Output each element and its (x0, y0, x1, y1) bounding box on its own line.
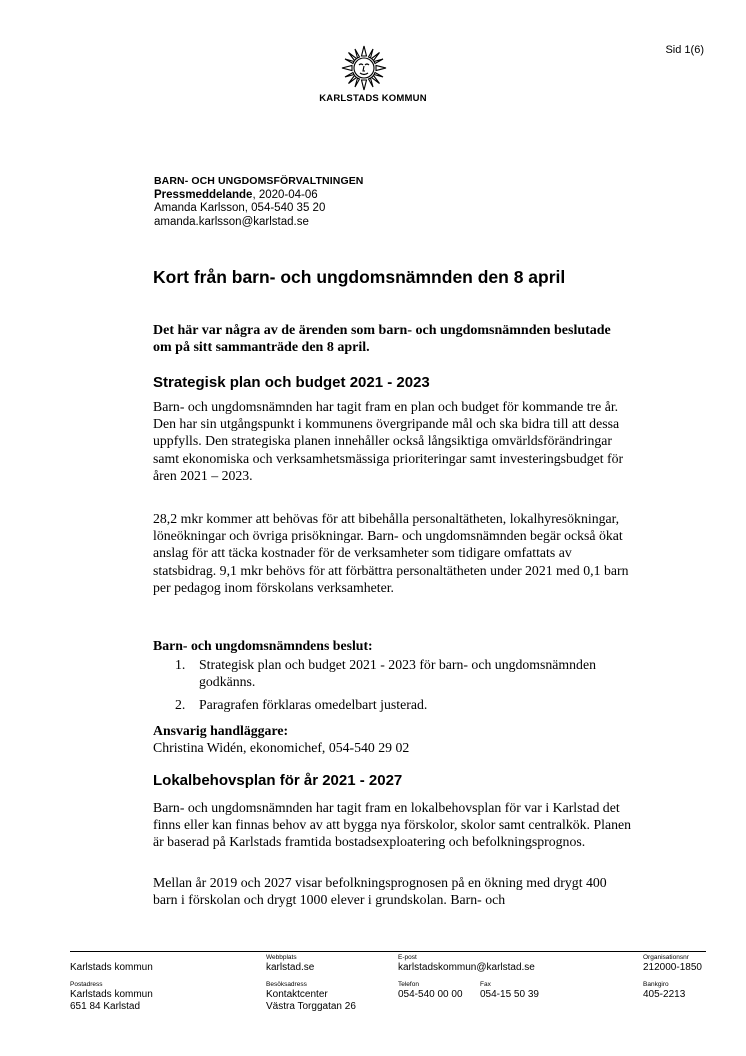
intro-text: Det här var några av de ärenden som barn- och ungdomsnämnden beslutade om på sitt sammanträde den 8 april. (153, 323, 611, 355)
contact-line: Amanda Karlsson, 054-540 35 20 (154, 202, 326, 214)
footer-email[interactable]: karlstadskommun@karlstad.se (398, 962, 535, 973)
footer-name: Karlstads kommun (70, 962, 153, 973)
footer-phone-label: Telefon (398, 981, 419, 988)
paragraph: 28,2 mkr kommer att behövas för att bibehålla personaltätheten, lokalhyresökningar, löneökningar och övriga prisökningar. Barn- och ungdomsnämnden begär också ökat anslag för att täcka kostnader för de verksamheter som tidigare omfattats av statsbidrag. 9,1 mkr behövs för att förbättra personaltätheten under 2021 med 0,1 barn per pedagog inom förskolans verksamheter. (153, 511, 629, 595)
section-heading-strategic-plan: Strategisk plan och budget 2021 - 2023 (153, 374, 430, 391)
paragraph: Mellan år 2019 och 2027 visar befolkningsprognosen på en ökning med drygt 400 barn i förskolan och drygt 1000 elever i grundskolan. Barn- och (153, 875, 607, 908)
footer-postal-label: Postadress (70, 981, 103, 988)
sun-face-icon (340, 44, 388, 92)
footer-phone: 054-540 00 00 (398, 989, 463, 1000)
footer-org-label: Organisationsnr (643, 954, 689, 961)
list-item (153, 656, 631, 690)
press-line (154, 189, 364, 203)
responsible-label: Ansvarig handläggare: (153, 723, 289, 738)
contact-email: amanda.karlsson@karlstad.se (154, 215, 309, 228)
page-title: Kort från barn- och ungdomsnämnden den 8 april (153, 267, 566, 287)
responsible-person: Christina Widén, ekonomichef, 054-540 29 02 (153, 740, 410, 756)
list-item (153, 696, 631, 713)
page-number: Sid 1(6) (665, 44, 704, 56)
department-name: BARN- OCH UNGDOMSFÖRVALTNINGEN (154, 175, 364, 187)
section-heading-local-plan: Lokalbehovsplan för år 2021 - 2027 (153, 772, 403, 789)
list-number: 2. (175, 697, 186, 713)
footer-web-label: Webbplats (266, 954, 297, 961)
responsible-block (153, 722, 409, 756)
paragraph: Barn- och ungdomsnämnden har tagit fram en lokalbehovsplan för var i Karlstad det finns eller kan finnas behov av att bygga nya förskolor, skolor samt centralkök. Planen är baserad på Karlstads framtida bostadsexploatering och befolkningsprognos. (153, 800, 631, 850)
footer-bankgiro: 405-2213 (643, 989, 686, 1000)
footer-visit-1: Kontaktcenter (266, 989, 328, 1000)
footer-email-label: E-post (398, 954, 417, 961)
footer-fax: 054-15 50 39 (480, 989, 539, 1000)
paragraph: Barn- och ungdomsnämnden har tagit fram en plan och budget för kommande tre år. Den har sin utgångspunkt i kommunens övergripande mål och ska bidra till att dessa uppfylls. Den strategiska planen innehåller också långsiktiga omvärldsförändringar samt ekonomiska och verksamhetsmässiga prioriteringar samt investeringsbudget för åren 2021 – 2023. (153, 399, 624, 483)
footer-visit-label: Besöksadress (266, 981, 307, 988)
footer-fax-label: Fax (480, 981, 491, 988)
footer-divider (70, 951, 706, 952)
decision-heading: Barn- och ungdomsnämndens beslut: (153, 638, 373, 653)
list-number: 1. (175, 657, 186, 672)
footer-visit-2: Västra Torggatan 26 (266, 1001, 356, 1012)
footer-postal-1: Karlstads kommun (70, 989, 153, 1000)
list-text: Paragrafen förklaras omedelbart justerad. (199, 697, 428, 713)
footer-bankgiro-label: Bankgiro (643, 981, 669, 988)
logo-text: KARLSTADS KOMMUN (319, 93, 427, 104)
header-block (154, 175, 364, 229)
footer-org: 212000-1850 (643, 962, 702, 973)
list-text: Strategisk plan och budget 2021 - 2023 för barn- och ungdomsnämnden godkänns. (199, 657, 596, 690)
press-date: , 2020-04-06 (252, 188, 318, 201)
press-label: Pressmeddelande (154, 188, 253, 201)
decision-list (153, 656, 631, 714)
footer-postal-2: 651 84 Karlstad (70, 1001, 141, 1012)
footer-web[interactable]: karlstad.se (266, 962, 315, 973)
